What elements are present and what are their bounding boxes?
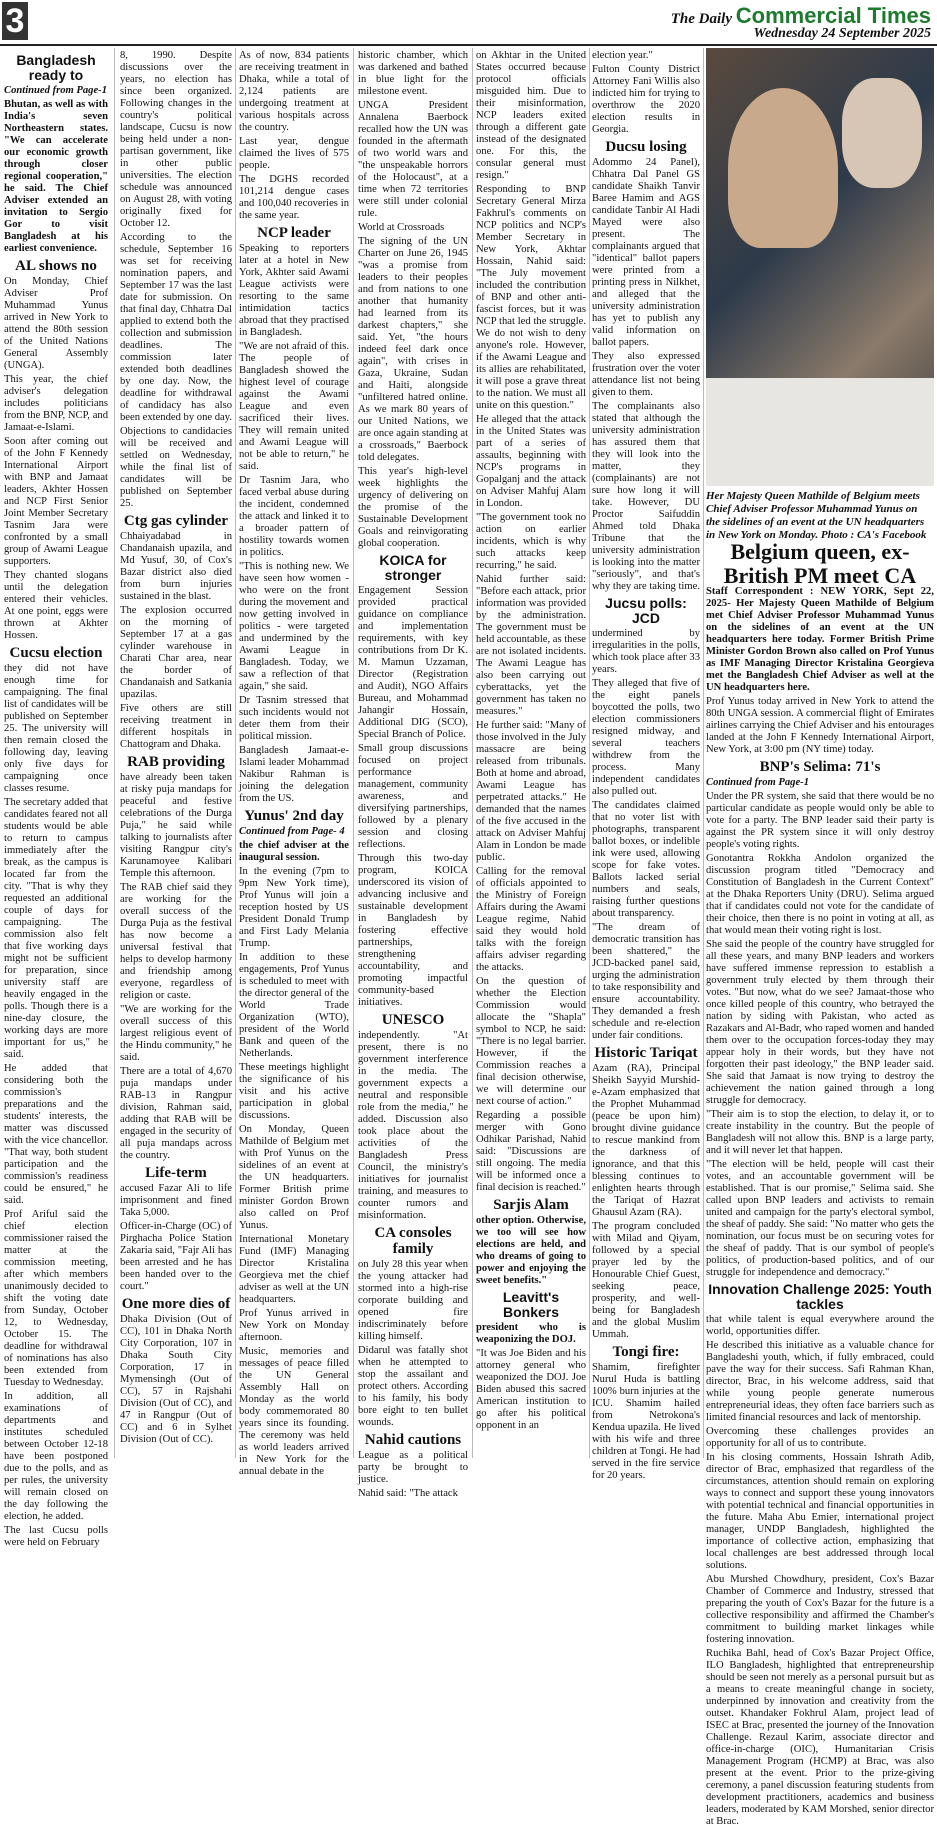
body-paragraph: Dr Tasnim stressed that such incidents would not deter them from their political mission. [239, 695, 349, 742]
column-rule [472, 48, 473, 1458]
body-paragraph: Bangladesh Jamaat-e-Islami leader Mohammad Nakibur Rahman is joining the delegation from the US. [239, 745, 349, 804]
body-paragraph: Chhaiyadabad in Chandanaish upazila, and Md Yusuf, 30, of Cox's Bazar district also died from burn injuries sustained in the blast. [120, 531, 232, 602]
body-paragraph: Prof Ariful said the chief election commissioner raised the matter at the commission meeting, after which members unanimously decided to shift the voting date from Sunday, October 12, to Wednesday, October 15. The deadline for withdrawal of nominations has also been extended from Tuesday to Wednesday. [4, 1209, 108, 1388]
body-paragraph: on July 28 this year when the young attacker had stormed into a high-rise corporate building and opened fire indiscriminately before killing himself. [358, 1259, 468, 1342]
dateline: Wednesday 24 September 2025 [753, 26, 931, 41]
column-7 [706, 586, 934, 1827]
article-headline: Sarjis Alam [493, 1197, 569, 1213]
lead-paragraph: Staff Correspondent : NEW YORK, Sept 22, 2025- Her Majesty Queen Mathilde of Belgium met Chief Adviser Professor Muhammad Yunus on the sidelines of an event at the UN headquarters here today. Former British Prime Minister Gordon Brown also called on Prof Yunus as IMF Managing Director Kristalina Georgieva met the Bangladesh Chief Adviser as well at the UN headquarters here. [706, 586, 934, 693]
body-paragraph: He described this initiative as a valuable chance for Bangladeshi youth, which, if fully embraced, could pave the way for their success. Safi Rahman Khan, director, Brac, in his welcome address, said that while young people generate numerous entrepreneurial ideas, they often face barriers such as limited financial resources and lack of mentorship. [706, 1340, 934, 1423]
lead-paragraph: other option. Otherwise, we too will see how elections are held, and who dreams of going to power and enjoying the sweet benefits." [476, 1215, 586, 1286]
column-5 [476, 50, 586, 1455]
column-rule [589, 48, 590, 1458]
body-paragraph: "We are not afraid of this. The people of Bangladesh showed the highest level of courage against the Awami League and even sacrificed their lives. They will remain united and Awami League will not be able to return," he said. [239, 341, 349, 472]
body-paragraph: Speaking to reporters later at a hotel in New York, Akhter said Awami League activists were resorting to the same intimidation tactics abroad that they practised in Bangladesh. [239, 243, 349, 338]
body-paragraph: As of now, 834 patients are receiving treatment in Dhaka, while a total of 2,124 patients are undergoing treatment at various hospitals across the country. [239, 50, 349, 133]
body-paragraph: Didarul was fatally shot when he attempted to stop the assailant and protect others. According to his family, his body bore eight to ten bullet wounds. [358, 1345, 468, 1428]
body-paragraph: election year." [592, 50, 653, 61]
body-paragraph: "It was Joe Biden and his attorney general who weaponized the DOJ. Joe Biden abused this sacred American institution to go after his political opponent in an [476, 1348, 586, 1431]
article-headline: Bangladesh ready to [16, 52, 96, 83]
body-paragraph: Officer-in-Charge (OC) of Pirghacha Police Station Zakaria said, "Fajr Ali has been arrested and he has been handed over to the court." [120, 1221, 232, 1292]
article-headline: NCP leader [257, 225, 331, 241]
body-paragraph: Dr Tasnim Jara, who faced verbal abuse during the incident, condemned the attack and linked it to a broader pattern of hostility towards women in politics. [239, 475, 349, 558]
body-paragraph: They chanted slogans until the delegation entered their vehicles. At one point, eggs were thrown at Akhter Hossen. [4, 570, 108, 641]
column-rule [114, 48, 115, 1458]
body-paragraph: Prof Yunus today arrived in New York to attend the 80th UNGA session. A commercial flight of Emirates airlines carrying the Chief Adviser and his entourages landed at the John F Kennedy International Airport, New York, at 3:00 pm (NY time) today. [706, 696, 934, 755]
body-paragraph: The complainants also stated that although the university administration has assured them that they will look into the matter, they (complainants) are not sure how long it will take. However, DU Proctor Saifuddin Ahmed told Dhaka Tribune that the university administration is looking into the matter "seriously", and that's why they are taking time. [592, 401, 700, 592]
body-paragraph: On the question of whether the Election Commission would allocate the "Shapla" symbol to NCP, he said: "There is no legal barrier. However, if the Commission reaches a final decision otherwise, we will determine our next course of action." [476, 976, 586, 1107]
body-paragraph: In the evening (7pm to 9pm New York time), Prof Yunus will join a reception hosted by US President Donald Trump and First Lady Melania Trump. [239, 866, 349, 949]
body-paragraph: Ruchika Bahl, head of Cox's Bazar Project Office, ILO Bangladesh, highlighted that entrepreneurship should be seen not merely as a personal pursuit but as a means to create meaningful change in society, underpinned by innovation and creativity from the outset. Khandaker Fokhrul Alam, project lead of ISEC at Brac, presented the journey of the Innovation Challenge. Rezaul Karim, associate director and office-in-charge (OIC), Humanitarian Crisis Management Program (HCMP) at Brac, was also present at the event. Prior to the prize-giving ceremony, a panel discussion featuring students from development practitioners, academics and business leaders, moderated by KAM Morshed, senior director at Brac. [706, 1648, 934, 1827]
body-paragraph: Regarding a possible merger with Gono Odhikar Parishad, Nahid said: "Discussions are still ongoing. The media will be informed once a final decision is reached." [476, 1110, 586, 1193]
paper-title: Commercial Times [735, 3, 931, 28]
article-headline: BNP's Selima: 71's [759, 759, 881, 775]
body-paragraph: Azam (RA), Principal Sheikh Sayyid Murshid-e-Azam emphasized that the Prophet Muhammad (peace be upon him) brought divine guidance to rescue mankind from the darkness of ignorance, and that this blessing continues to enlighten hearts through the Tariqat of Hazrat Ghausul Azam (RA). [592, 1063, 700, 1218]
news-photo [706, 48, 934, 486]
body-paragraph: Dhaka Division (Out of CC), 101 in Dhaka North City Corporation, 107 in Dhaka South City Corporation, 17 in Mymensingh (Out of CC), 57 in Rajshahi Division (Out of CC), and 47 in Rangpur (Out of CC) and 6 in Sylhet Division (Out of CC). [120, 1314, 232, 1445]
body-paragraph: In addition, all examinations of departments and institutes scheduled between October 12-18 have been postponed due to the polls, and as per rules, the university will remain closed on the day following the election, he added. [4, 1391, 108, 1522]
article-headline: UNESCO [381, 1012, 445, 1028]
body-paragraph: They alleged that five of the eight panels boycotted the polls, two election commissioners resigned midway, and several teachers withdrew from the process. Many independent candidates also pulled out. [592, 678, 700, 797]
body-paragraph: He further said: "Many of those involved in the July massacre are being released from tribunals. Both at home and abroad, Awami League has perpetrated attacks." He demanded that the names of the five accused in the attack on Adviser Mahfuj Alam in London be made public. [476, 720, 586, 863]
lead-paragraph: Bhutan, as well as with India's seven Northeastern states. "We can accelerate our economic growth through closer regional cooperation," he said. The Chief Adviser extended an invitation to Sergio Gor to visit Bangladesh at his earliest convenience. [4, 99, 108, 254]
column-6 [592, 50, 700, 1481]
body-paragraph: Under the PR system, she said that there would be no particular candidate as people would only be able to vote for a party. The BNP leader said their party is against the PR system since it will only destroy people's voting rights. [706, 791, 934, 850]
body-paragraph: In addition to these engagements, Prof Yunus is scheduled to meet with the director general of the World Trade Organization (WTO), president of the World Bank and queen of the Netherlands. [239, 952, 349, 1059]
body-paragraph: Shamim, firefighter Nurul Huda is battling 100% burn injuries at the ICU. Shamim hailed from Netrokona's Kendua upazila. He lived with his wife and three children at Tongi. He had served in the fire service for 20 years. [592, 1362, 700, 1481]
photo-figure-queen [728, 88, 838, 248]
article-headline: AL shows no [15, 258, 97, 274]
body-paragraph: He alleged that the attack in the United States was part of a series of assaults, beginning with NCP's programs in Gopalganj and the attack on Adviser Mahfuj Alam in London. [476, 414, 586, 509]
body-paragraph: On Monday, Chief Adviser Prof Muhammad Yunus arrived in New York to attend the 80th session of the United Nations General Assembly (UNGA). [4, 276, 108, 371]
lead-paragraph: president who is weaponizing the DOJ. [476, 1322, 586, 1345]
body-paragraph: Calling for the removal of officials appointed to the Ministry of Foreign Affairs during the Awami League regime, Nahid said they would hold talks with the foreign affairs adviser regarding the attacks. [476, 866, 586, 973]
body-paragraph: 8, 1990. Despite discussions over the years, no election has since been organized. Following changes in the country's political landscape, Cucsu is now being held under a non-partisan government, like in other public universities. The election schedule was announced on August 28, with voting originally fixed for October 12. [120, 50, 232, 229]
column-rule [703, 48, 704, 1458]
article-headline: Leavitt's Bonkers [502, 1289, 560, 1320]
body-paragraph: Gonotantra Rokkha Andolon organized the discussion program titled "Democracy and Constitution of Bangladesh in the Current Context" at the Dhaka Reporters Unity (DRU). Selima argued that if candidates could not vote for the candidate of their choice, then there is no point in voting at all, as that would mean their voting right is lost. [706, 853, 934, 936]
body-paragraph: League as a political party be brought to justice. [358, 1450, 468, 1485]
article-headline: Ctg gas cylinder [123, 513, 229, 529]
body-paragraph: In his closing comments, Hossain Ishrath Adib, director of Brac, emphasized that regardless of the circumstances, attention should remain on exploring ways to connect and support these young innovators with potential technical and financial opportunities in the future. Maha Abu Emier, international project manager, UNDP Bangladesh, highlighted the importance of collective action, emphasizing that local challenges are best addressed through local solutions. [706, 1452, 934, 1571]
body-paragraph: Adommo 24 Panel), Chhatra Dal Panel GS candidate Shaikh Tanvir Baree Hamim and AGS candidate Tanbir Al Hadi Mayed were also present. The complainants argued that "identical" ballot papers were printed from a printing press in Nilkhet, and alleged that the university administration has yet to publish any valid information on ballot papers. [592, 157, 700, 348]
feature-headline: Belgium queen, ex-British PM meet CA [723, 539, 917, 588]
body-paragraph: She said the people of the country have struggled for all these years, and many BNP leaders and workers have suffered immense repression to establish a government truly elected by them through their votes. "But now, what do we see? Jamaat-those who once killed people of this country, who betrayed the nation by siding with Pakistan, who acted as Razakars and Al-Badr, who raped women and handed them over to the occupation forces-today they may appear holy in their words, but they have not forgotten their past ideology," the BNP leader said. She said that Jamaat is now trying to destroy the achievement the nation gained through a long struggle for democracy. [706, 939, 934, 1106]
body-paragraph: Music, memories and messages of peace filled the UN General Assembly Hall on Monday as the world body commemorated 80 years since its founding. The ceremony was held as world leaders arrived in New York for the annual debate in the [239, 1346, 349, 1477]
paper-prefix: The Daily [670, 11, 732, 27]
body-paragraph: on Akhtar in the United States occurred because protocol officials misguided him. Due to their misinformation, NCP leaders exited through a different gate instead of the designated one. For this, the consular general must resign." [476, 50, 586, 181]
body-paragraph: Responding to BNP Secretary General Mirza Fakhrul's comments on NCP politics and NCP's Member Secretary in New York, Akhtar Hossain, Nahid said: "The July movement included the contribution of BNP and other anti-fascist forces, but it was NCP that led the struggle. We do not wish to deny anyone's role. However, if the Awami League and its allies are rehabilitated, it will pose a grave threat to the nation. We must all unite on this question." [476, 184, 586, 411]
body-paragraph: The program concluded with Milad and Qiyam, followed by a special prayer led by the Honourable Chief Guest, seeking peace, prosperity, and well-being for Bangladesh and the global Muslim Ummah. [592, 1221, 700, 1340]
body-paragraph: Fulton County District Attorney Fani Willis also indicted him for trying to overthrow the 2020 election results in Georgia. [592, 64, 700, 135]
article-headline: Nahid cautions [364, 1432, 462, 1448]
body-paragraph: World at Crossroads [358, 222, 445, 233]
body-paragraph: International Monetary Fund (IMF) Managing Director Kristalina Georgieva met the chief adviser as well at the UN headquarters. [239, 1234, 349, 1305]
article-headline: Yunus' 2nd day [244, 808, 344, 824]
body-paragraph: they did not have enough time for campaigning. The final list of candidates will be published on September 25. The university will then remain closed the following day, leaving only five days for campaigning once classes resume. [4, 663, 108, 794]
body-paragraph: Small group discussions focused on project performance management, community awareness, and diversifying partnerships, followed by a plenary session and closing reflections. [358, 743, 468, 850]
article-headline: Life-term [145, 1165, 207, 1181]
body-paragraph: The candidates claimed that no voter list with photographs, transparent ballot boxes, or indelible ink were used, allowing scope for fake votes. Ballots lacked serial numbers and seals, raising further questions about transparency. [592, 800, 700, 919]
continued-note: Continued from Page- 4 [239, 826, 345, 837]
article-headline: Cucsu election [9, 645, 103, 661]
article-headline: Tongi fire: [612, 1344, 680, 1360]
article-headline: Innovation Challenge 2025: Youth tackles [708, 1281, 932, 1312]
article-headline: Jucsu polls: JCD [605, 595, 687, 626]
column-4 [358, 50, 469, 1499]
body-paragraph: The signing of the UN Charter on June 26, 1945 "was a promise from leaders to their peoples and from nations to one another that humanity had learned from its darkest chapters," she said. Yet, "the hours indeed feel dark once again", with crises in Gaza, Ukraine, Sudan and Haiti, alongside "unfiltered hatred online. As we mark 80 years of our United Nations, we are once again standing at a crossroads," Baerbock told delegates. [358, 236, 469, 463]
body-paragraph: The secretary added that candidates feared not all students would be able to return to campus immediately after the break, as the campus is located far from the city. "That is why they requested an additional couple of days for campaigning. The commission also felt that five working days might not be sufficient for preparation, since university staff are heavily engaged in the polls. Though there is a nine-day closure, the working days are more important for us," he said. [4, 797, 108, 1060]
body-paragraph: Abu Murshed Chowdhury, president, Cox's Bazar Chamber of Commerce and Industry, stressed that preparing the youth of Cox's Bazar for the future is a collective responsibility and affirmed the Chamber's commitment to building market linkages while fostering innovation. [706, 1574, 934, 1645]
body-paragraph: According to the schedule, September 16 was set for receiving nomination papers, and September 17 was the last date for submission. On that final day, Chhatra Dal applied to extend both the collection and submission deadlines. The commission later extended both deadlines by one day. Now, the deadline for withdrawal of candidacy has also been extended by one day. [120, 232, 232, 423]
body-paragraph: The explosion occurred on the morning of September 17 at a gas cylinder warehouse in Charati Char area, near the border of Chandanaish and Satkania upazilas. [120, 605, 232, 700]
body-paragraph: These meetings highlight the significance of his visit and his active participation in global discussions. [239, 1062, 349, 1121]
body-paragraph: He added that considering both the commission's preparations and the students' interests, the matter was discussed with the vice chancellor. "That way, both student participation and the commission's readiness could be ensured," he said. [4, 1063, 108, 1206]
body-paragraph: Nahid further said: "Before each attack, prior information was provided by the administration. The government must be held accountable, as these are not isolated incidents. The Awami League has also been carrying out cyberattacks, yet the government has taken no measures." [476, 574, 587, 717]
article-headline: CA consoles family [374, 1225, 452, 1257]
continued-note: Continued from Page-1 [4, 85, 107, 96]
body-paragraph: Prof Yunus arrived in New York on Monday afternoon. [239, 1308, 349, 1343]
body-paragraph: "Their aim is to stop the election, to delay it, or to create instability in the country. But the people of Bangladesh will not allow this. BNP is a large party, and it will never let that happen. [706, 1109, 934, 1156]
lead-paragraph: the chief adviser at the inaugural session. [239, 840, 349, 863]
body-paragraph: Nahid said: "The attack [358, 1488, 458, 1499]
column-2 [120, 50, 232, 1455]
body-paragraph: that while talent is equal everywhere around the world, opportunities differ. [706, 1314, 934, 1337]
body-paragraph: Five others are still receiving treatment in different hospitals in Chattogram and Dhaka. [120, 703, 232, 750]
article-headline: Historic Tariqat [594, 1045, 698, 1061]
body-paragraph: "The election will be held, people will cast their votes, and an accountable government will be established. That is our promise," Selima said. She called upon BNP leaders and activists to remain united and campaign for the party's electoral symbol, the sheaf of paddy. She said: "No matter who gets the nomination, our focus must be on securing votes for the sheaf of paddy. That is our symbol of people's politics, of production-based politics, and of our struggle for independence and democracy." [706, 1159, 934, 1278]
photo-caption: Her Majesty Queen Mathilde of Belgium meets Chief Adviser Professor Muhammad Yunus on the sidelines of an event at the UN headquarters in New York on Monday. Photo : CA's Facebook [706, 490, 927, 541]
article-headline: KOICA for stronger [379, 552, 447, 583]
body-paragraph: The DGHS recorded 101,214 dengue cases and 100,040 recoveries in the same year. [239, 174, 349, 221]
body-paragraph: "We are working for the overall success of this largest religious event of the Hindu community," he said. [120, 1004, 232, 1063]
body-paragraph: The RAB chief said they are working for the overall success of the Durga Puja as the festival has now become a universal festival that helps to develop harmony and friendship among everyone, regardless of religion or caste. [120, 882, 232, 1001]
column-rule [353, 48, 354, 1458]
body-paragraph: undermined by irregularities in the polls, which took place after 33 years. [592, 628, 700, 675]
body-paragraph: Last year, dengue claimed the lives of 575 people. [239, 136, 349, 171]
column-rule [235, 48, 236, 1458]
body-paragraph: "The dream of democratic transition has been shattered," the JCD-backed panel said, urging the administration to take responsibility and ensure accountability. They demanded a fresh schedule and re-election under fair conditions. [592, 922, 700, 1041]
body-paragraph: The last Cucsu polls were held on February [4, 1525, 108, 1548]
body-paragraph: independently. "At present, there is no government interference in the media. The government expects a neutral and responsible role from the media," he added. Discussion also took place about the activities of the Bangladesh Press Council, the ministry's initiatives for journalist training, and measures to counter rumors and misinformation. [358, 1030, 468, 1221]
body-paragraph: Objections to candidacies will be received and settled on Wednesday, while the final list of candidates will be published on September 25. [120, 426, 232, 509]
body-paragraph: They also expressed frustration over the voter attendance list not being given to them. [592, 351, 700, 398]
article-headline: One more dies of [121, 1296, 231, 1312]
body-paragraph: "The government took no action on earlier incidents, which is why such attacks keep recurring," he said. [476, 512, 586, 571]
body-paragraph: Soon after coming out of the John F Kennedy International Airport with BNP and Jamaat leaders, Akhter Hossen and NCP First Senior Joint Member Secretary Tasnim Jara were confronted by a small group of Awami League supporters. [4, 436, 108, 567]
body-paragraph: UNGA President Annalena Baerbock recalled how the UN was founded in the aftermath of two world wars and "the unspeakable horrors of the Holocaust", at a time when 72 territories were still under colonial rule. [358, 100, 468, 219]
body-paragraph: have already been taken at risky puja mandaps for peaceful and festive celebrations of the Durga Puja," he said while talking to journalists after visiting Rangpur city's Karunamoyee Kalibari Temple this afternoon. [120, 772, 232, 879]
body-paragraph: This year, the chief adviser's delegation includes politicians from the BNP, NCP, and Jamaat-e-Islami. [4, 374, 108, 433]
body-paragraph: Through this two-day program, KOICA underscored its vision of advancing inclusive and sustainable development in Bangladesh by fostering effective partnerships, strengthening accountability, and promoting impactful community-based initiatives. [358, 853, 468, 1008]
masthead [0, 0, 937, 46]
article-headline: Ducsu losing [605, 139, 687, 155]
photo-figure-adviser [842, 78, 922, 188]
body-paragraph: There are a total of 4,670 puja mandaps under RAB-13 in Rangpur division, Rahman said, adding that RAB will be engaged in the security of all puja mandaps across the country. [120, 1066, 232, 1161]
continued-note: Continued from Page-1 [706, 777, 809, 788]
article-headline: RAB providing [127, 754, 225, 770]
page-number: 3 [2, 2, 28, 40]
body-paragraph: historic chamber, which was darkened and bathed in blue light for the milestone event. [358, 50, 468, 97]
body-paragraph: Overcoming these challenges provides an opportunity for all of us to contribute. [706, 1426, 934, 1449]
photo-table [706, 378, 934, 486]
column-3 [239, 50, 349, 1477]
body-paragraph: On Monday, Queen Mathilde of Belgium met with Prof Yunus on the sidelines of an event at the UN headquarters. Former British prime minister Gordon Brown also called on Prof Yunus. [239, 1124, 349, 1231]
body-paragraph: Engagement Session provided practical guidance on compliance and implementation requirements, with key contributions from Dr K. M. Mamun Uzzaman, Director (Registration and Audit), NGO Affairs Bureau, and Mohammad Jahangir Hossain, Additional DIG (SCO), Special Branch of Police. [358, 585, 468, 740]
body-paragraph: This year's high-level week highlights the urgency of delivering on the promise of the Sustainable Development Goals and reinvigorating global cooperation. [358, 466, 468, 549]
body-paragraph: "This is nothing new. We have seen how women - who were on the front during the movement and now getting involved in politics - were targeted and undermined by the Awami League in Bangladesh. Today, we saw a reflection of that again," she said. [239, 561, 349, 692]
body-paragraph: accused Fazar Ali to life imprisonment and fined Taka 5,000. [120, 1183, 232, 1218]
column-1 [4, 50, 108, 1548]
